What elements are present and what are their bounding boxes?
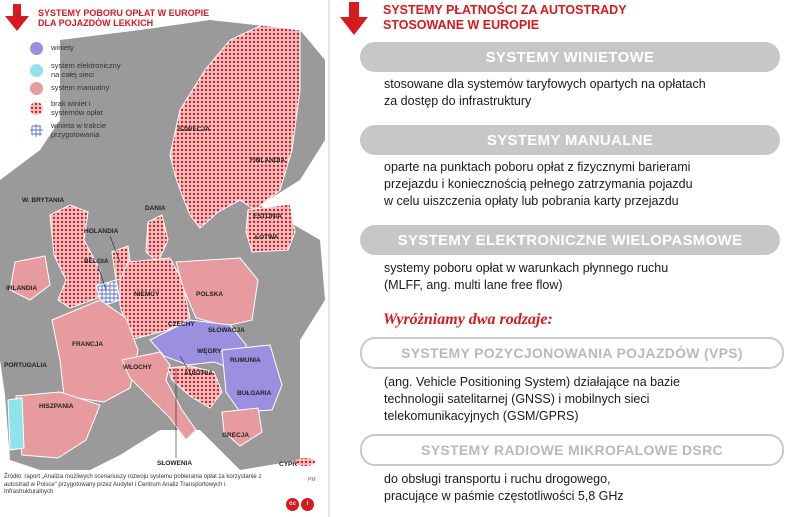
label-estonia: ESTONIA	[253, 213, 282, 220]
label-hiszpania: HISZPANIA	[39, 403, 74, 410]
desc-systemy-elektroniczne: systemy poboru opłat w warunkach płynnego ruchu (MLFF, ang. multi lane free flow)	[384, 261, 669, 292]
label-irlandia: IRLANDIA	[6, 285, 38, 292]
label-czechy: CZECHY	[168, 321, 195, 328]
label-szwecja: SZWECJA	[178, 126, 210, 133]
label-niemcy: NIEMCY	[134, 291, 160, 298]
label-slowenia: SŁOWENIA	[157, 460, 193, 467]
legend-label: system manualny	[51, 83, 110, 93]
desc-systemy-manualne: oparte na punktach poboru opłat z fizycznymi barierami przejazdu i koniecznością pełnego zatrzymania pojazdu w celu uiszczenia opłaty lub pobrania karty przejazdu	[384, 160, 693, 208]
source-note: Źródło: raport „Analiza możliwych scenariuszy rozwoju systemu pobierania opłat za korzystanie z autostrad w Polsce” przygotowany przez Audytel i Centrum Analiz Transportowych i Infrastrukturalnych	[4, 474, 262, 495]
label-dania: DANIA	[145, 205, 166, 212]
map-title: SYSTEMY POBORU OPŁAT W EUROPIE DLA POJAZDÓW LEKKICH	[38, 8, 210, 28]
panel-divider	[328, 0, 330, 517]
header-systemy-winietowe: SYSTEMY WINIETOWE	[360, 42, 780, 72]
attribution-icon: i	[301, 498, 314, 511]
label-grecja: GRECJA	[222, 432, 250, 439]
legend-label: brak winiet i systemów opłat	[51, 99, 103, 117]
subheading: Wyróżniamy dwa rodzaje:	[383, 311, 553, 328]
label-polska: POLSKA	[196, 291, 224, 298]
label-wegry: WĘGRY	[197, 348, 222, 355]
label-rumunia: RUMUNIA	[230, 357, 261, 364]
header-systemy-vps: SYSTEMY POZYCJONOWANIA POJAZDÓW (VPS)	[360, 337, 784, 369]
legend-label: winieta w trakcie przygotowania	[51, 121, 107, 139]
leader-lines	[0, 0, 327, 517]
header-systemy-manualne: SYSTEMY MANUALNE	[360, 125, 780, 155]
header-systemy-elektroniczne: SYSTEMY ELEKTRONICZNE WIELOPASMOWE	[360, 225, 780, 255]
label-belgia: BELGIA	[84, 258, 109, 265]
label-portugalia: PORTUGALIA	[4, 362, 47, 369]
map-panel	[0, 0, 327, 517]
label-lotwa: ŁOTWA	[255, 234, 279, 241]
legend-label: system elektroniczny na całej sieci	[51, 61, 121, 79]
license-icons	[286, 498, 316, 511]
label-w-brytania: W. BRYTANIA	[22, 197, 65, 204]
red-arrow-right-icon	[339, 2, 369, 36]
label-slowacja: SŁOWACJA	[208, 327, 245, 334]
right-title: SYSTEMY PŁATNOŚCI ZA AUTOSTRADY STOSOWANE W EUROPIE	[383, 3, 627, 32]
header-systemy-dsrc: SYSTEMY RADIOWE MIKROFALOWE DSRC	[360, 434, 784, 466]
desc-systemy-winietowe: stosowane dla systemów taryfowych opartych na opłatach za dostęp do infrastruktury	[384, 77, 706, 108]
label-austria: AUSTRIA	[184, 370, 213, 377]
legend-label: winiety	[51, 43, 74, 53]
label-bulgaria: BUŁGARIA	[237, 390, 272, 397]
label-finlandia: FINLANDIA	[250, 157, 286, 164]
pm-mark: PM	[308, 477, 316, 483]
label-wlochy: WŁOCHY	[123, 364, 152, 371]
creative-commons-icon: cc	[286, 498, 299, 511]
label-holandia: HOLANDIA	[84, 228, 119, 235]
desc-systemy-vps: (ang. Vehicle Positioning System) działające na bazie technologii satelitarnej (GNSS) i mobilnych sieci telekomunikacyjnych (GSM/GPRS)	[384, 375, 681, 423]
label-cypr: CYPR	[279, 461, 298, 468]
desc-systemy-dsrc: do obsługi transportu i ruchu drogowego, pracujące w paśmie częstotliwości 5,8 GHz	[384, 472, 624, 503]
label-francja: FRANCJA	[72, 341, 104, 348]
